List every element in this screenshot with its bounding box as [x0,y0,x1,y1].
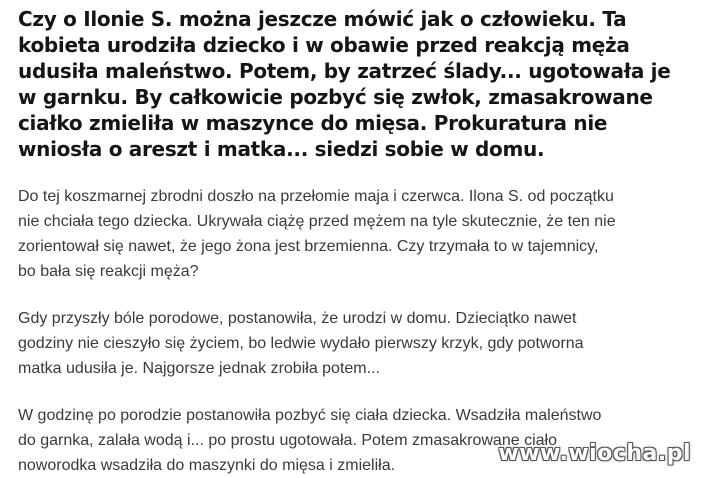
article-paragraph-1: Do tej koszmarnej zbrodni doszło na przełomie maja i czerwca. Ilona S. od początku nie chciała tego dziecka. Ukrywała ciążę przed mężem na tyle skutecznie, że ten nie zorientował się nawet, że jego żona jest brzemienna. Czy trzymała to w tajemnicy, bo bała się reakcji męża? [18,188,616,280]
site-watermark: www.wiocha.pl [498,441,691,466]
article-headline: Czy o Ilonie S. można jeszcze mówić jak o człowieku. Ta kobieta urodziła dziecko i w obawie przed reakcją męża udusiła maleństwo. Potem, by zatrzeć ślady... ugotowała je w garnku. By całkowicie pozbyć się zwłok, zmasakrowane ciałko zmieliła w maszynce do mięsa. Prokuratura nie wniosła o areszt i matka... siedzi sobie w domu. [18,7,671,161]
article-paragraph-3: W godzinę po porodzie postanowiła pozbyć się ciała dziecka. Wsadziła maleństwo do garnka, zalała wodą i... po prostu ugotowała. Potem zmasakrowane ciało noworodka wsadziła do maszynki do mięsa i zmieliła. [18,407,602,474]
article-paragraph-2: Gdy przyszły bóle porodowe, postanowiła, że urodzi w domu. Dzieciątko nawet godziny nie cieszyło się życiem, bo ledwie wydało pierwszy krzyk, gdy potworna matka udusiła je. Najgorsze jednak zrobiła potem... [18,310,584,377]
article [18,6,693,478]
